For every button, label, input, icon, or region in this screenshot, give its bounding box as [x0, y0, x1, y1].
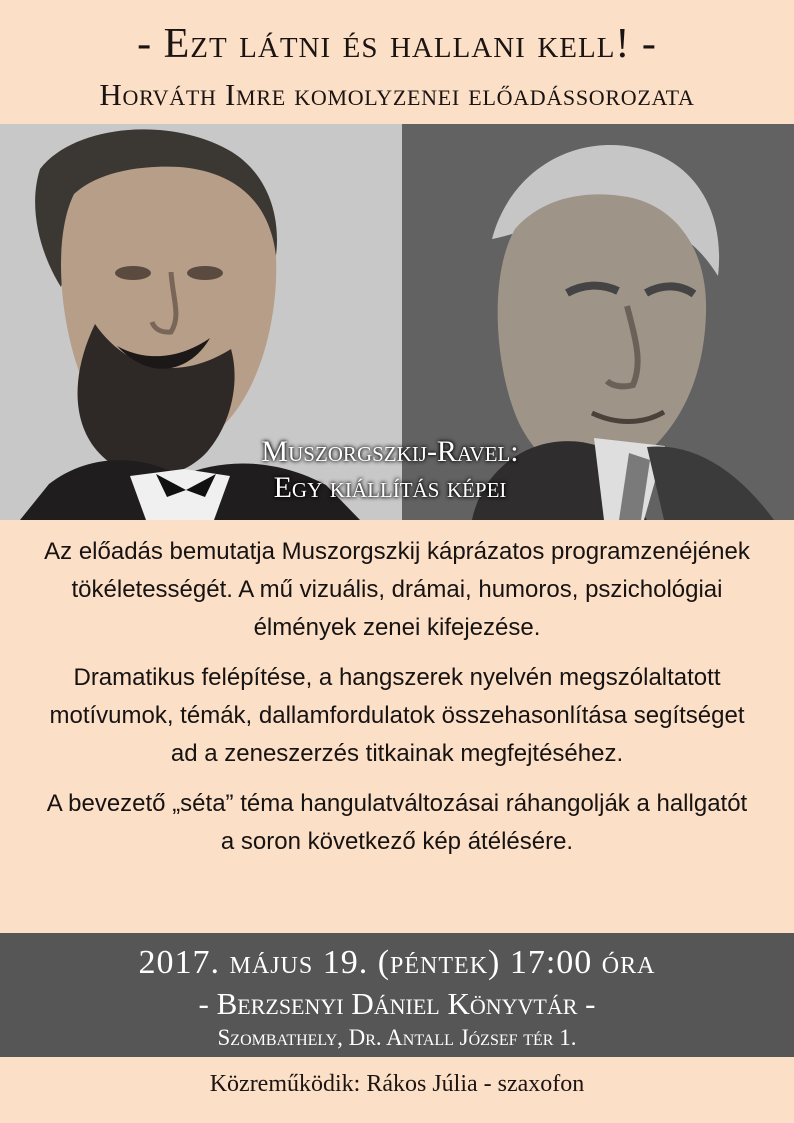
event-date-time: 2017. május 19. (péntek) 17:00 óra — [138, 944, 656, 981]
event-information-band — [0, 933, 794, 1057]
page-title: - Ezt látni és hallani kell! - — [137, 21, 657, 67]
contributor-line: Közreműködik: Rákos Júlia - szaxofon — [209, 1071, 585, 1097]
program-description — [37, 533, 757, 861]
description-paragraph-2: Dramatikus felépítése, a hangszerek nyelvén megszólaltatott motívumok, témák, dallamfordulatok összehasonlítása segítséget ad a zeneszerzés titkainak megfejtéséhez. — [49, 664, 745, 767]
event-address: Szombathely, Dr. Antall József tér 1. — [217, 1025, 577, 1050]
poster-header — [0, 0, 794, 124]
program-title-line-1: Muszorgszkij-Ravel: — [261, 435, 519, 468]
event-venue: - Berzsenyi Dániel Könyvtár - — [198, 986, 596, 1021]
series-subtitle: Horváth Imre komolyzenei előadássorozata — [99, 77, 695, 112]
program-title-line-2: Egy kiállítás képei — [273, 471, 507, 504]
description-paragraph-1: Az előadás bemutatja Muszorgszkij káprázatos programzenéjének tökéletességét. A mű vizuális, drámai, humoros, pszichológiai élmények zenei kifejezése. — [44, 538, 750, 641]
program-title — [180, 434, 600, 506]
description-paragraph-3: A bevezető „séta” téma hangulatváltozásai ráhangolják a hallgatót a soron következő kép átélésére. — [46, 790, 748, 855]
